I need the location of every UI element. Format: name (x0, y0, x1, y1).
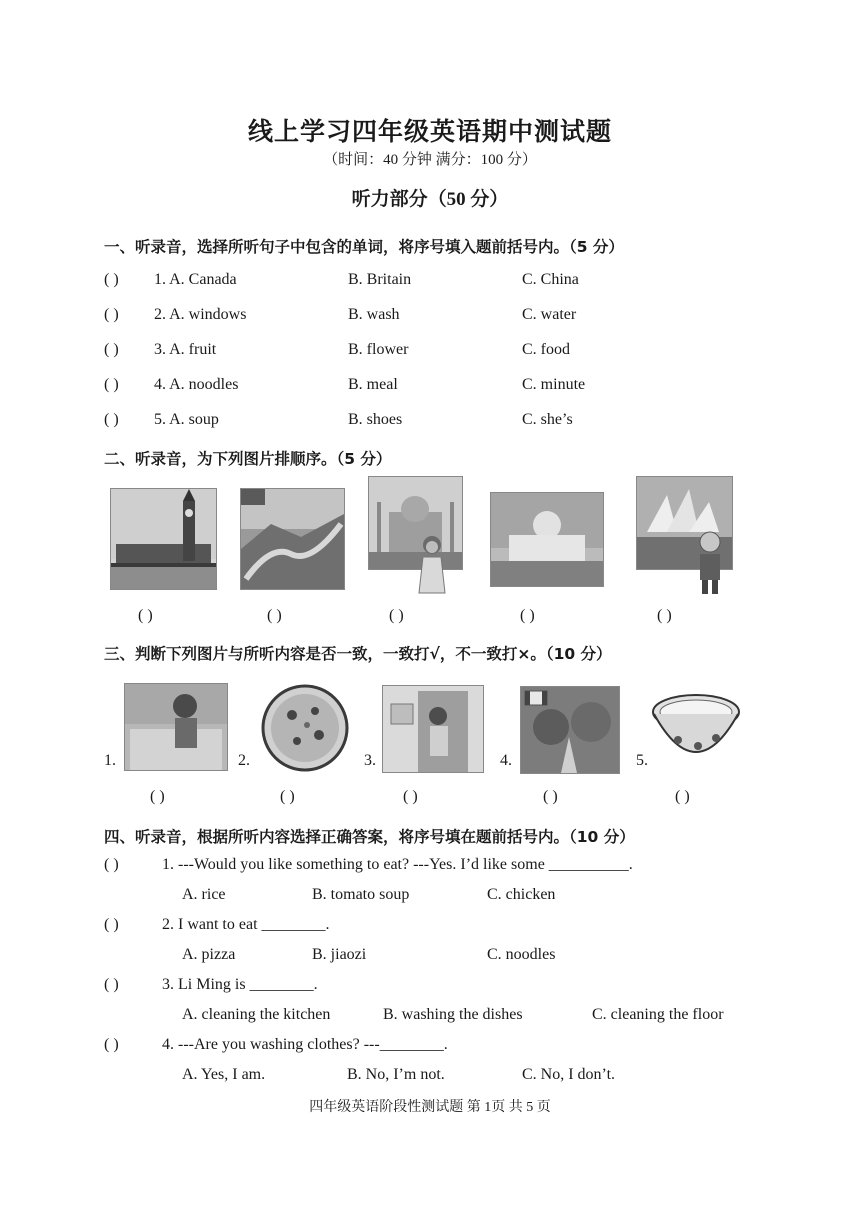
option-b: B. Britain (348, 271, 412, 288)
section-title: 听力部分（50 分） (351, 189, 509, 210)
picture-number: 1. (104, 752, 116, 769)
option-c: C. minute (522, 376, 586, 393)
kitchen-cooking-picture (124, 683, 228, 771)
option-a: A. Yes, I am. (182, 1066, 266, 1083)
option-b: B. jiaozi (312, 946, 367, 963)
option-b: B. meal (348, 376, 398, 393)
judge-blank[interactable]: ( ) (675, 788, 690, 805)
picture-number: 2. (238, 752, 250, 769)
answer-blank[interactable]: ( ) (104, 376, 119, 393)
option-c: C. noodles (487, 946, 556, 963)
canada-forest-picture (520, 686, 620, 774)
answer-blank[interactable]: ( ) (104, 341, 119, 358)
picture-number: 5. (636, 752, 648, 769)
capitol-building-picture (490, 492, 604, 587)
answer-blank[interactable]: ( ) (104, 856, 119, 873)
judge-blank[interactable]: ( ) (150, 788, 165, 805)
option-a: A. pizza (182, 946, 236, 963)
option-c: C. food (522, 341, 570, 358)
page-footer: 四年级英语阶段性测试题 第 1页 共 5 页 (309, 1100, 551, 1115)
pizza-picture (257, 683, 353, 773)
question-text: 4. ---Are you washing clothes? ---________. (162, 1036, 448, 1053)
option-c: C. she’s (522, 411, 573, 428)
option-c: C. cleaning the floor (592, 1006, 724, 1023)
option-c: C. No, I don’t. (522, 1066, 616, 1083)
question-text: 3. Li Ming is ________. (162, 976, 318, 993)
option-a: 1. A. Canada (154, 271, 237, 288)
order-blank[interactable]: ( ) (267, 607, 282, 624)
option-a: A. cleaning the kitchen (182, 1006, 331, 1023)
part1-heading: 一、听录音，选择所听句子中包含的单词，将序号填入题前括号内。（5 分） (104, 238, 624, 256)
order-blank[interactable]: ( ) (657, 607, 672, 624)
picture-number: 3. (364, 752, 376, 769)
order-blank[interactable]: ( ) (520, 607, 535, 624)
option-b: B. No, I’m not. (347, 1066, 445, 1083)
answer-blank[interactable]: ( ) (104, 271, 119, 288)
option-a: 2. A. windows (154, 306, 247, 323)
answer-blank[interactable]: ( ) (104, 411, 119, 428)
option-c: C. water (522, 306, 577, 323)
boy-figure (694, 530, 726, 596)
question-text: 1. ---Would you like something to eat? ---Yes. I’d like some __________. (162, 856, 633, 873)
big-ben-picture (110, 488, 217, 590)
option-b: B. shoes (348, 411, 403, 428)
answer-blank[interactable]: ( ) (104, 976, 119, 993)
answer-blank[interactable]: ( ) (104, 1036, 119, 1053)
part2-heading: 二、听录音，为下列图片排顺序。（5 分） (104, 450, 392, 468)
page-title: 线上学习四年级英语期中测试题 (247, 119, 612, 146)
answer-blank[interactable]: ( ) (104, 916, 119, 933)
question-text: 2. I want to eat ________. (162, 916, 330, 933)
judge-blank[interactable]: ( ) (543, 788, 558, 805)
judge-blank[interactable]: ( ) (280, 788, 295, 805)
order-blank[interactable]: ( ) (389, 607, 404, 624)
option-a: 3. A. fruit (154, 341, 217, 358)
judge-blank[interactable]: ( ) (403, 788, 418, 805)
option-b: B. flower (348, 341, 409, 358)
exam-info: （时间：40 分钟 满分：100 分） (323, 152, 537, 168)
option-c: C. China (522, 271, 579, 288)
indian-girl-figure (415, 535, 449, 597)
option-b: B. wash (348, 306, 400, 323)
noodle-bowl-picture (650, 690, 742, 772)
answer-blank[interactable]: ( ) (104, 306, 119, 323)
option-c: C. chicken (487, 886, 556, 903)
option-b: B. washing the dishes (383, 1006, 523, 1023)
great-wall-picture (240, 488, 345, 590)
part4-heading: 四、听录音，根据所听内容选择正确答案，将序号填在题前括号内。（10 分） (104, 828, 635, 846)
option-b: B. tomato soup (312, 886, 410, 903)
part3-heading: 三、判断下列图片与所听内容是否一致，一致打√，不一致打×。（10 分） (104, 645, 612, 663)
option-a: A. rice (182, 886, 226, 903)
option-a: 5. A. soup (154, 411, 219, 428)
order-blank[interactable]: ( ) (138, 607, 153, 624)
option-a: 4. A. noodles (154, 376, 239, 393)
picture-number: 4. (500, 752, 512, 769)
girl-at-door-picture (382, 685, 484, 773)
